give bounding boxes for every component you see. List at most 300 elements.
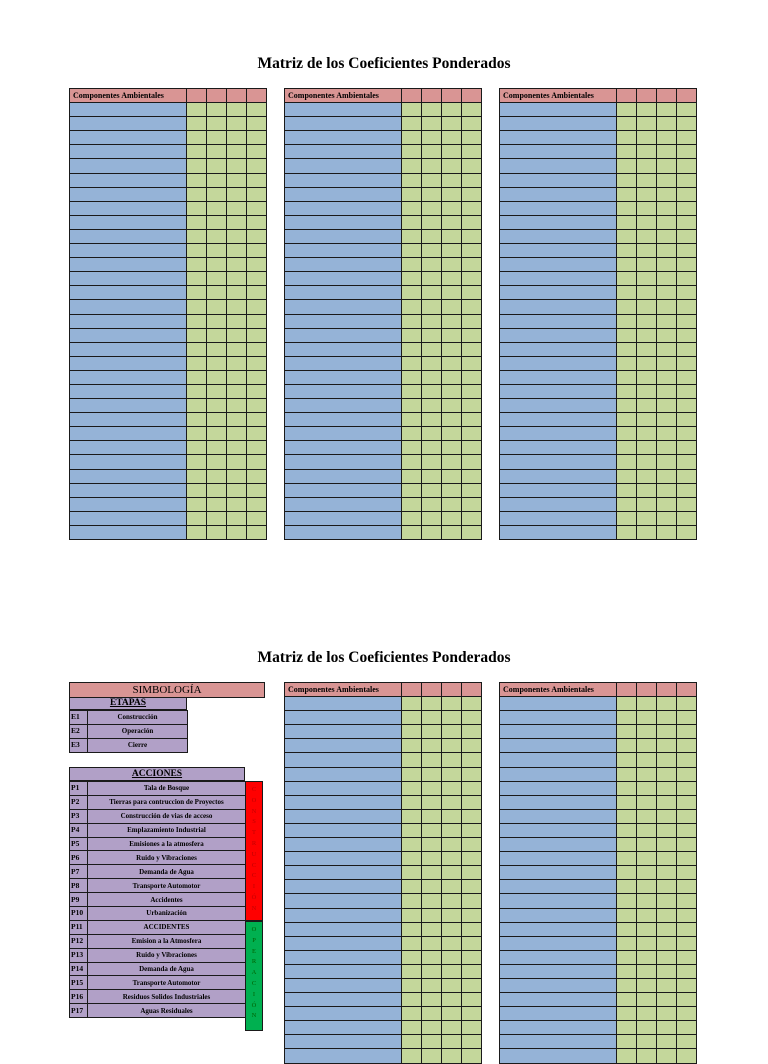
acciones-code: P14 (70, 962, 88, 976)
coefficient-cell (227, 286, 247, 300)
coefficient-cell (637, 781, 657, 795)
coefficient-cell (442, 922, 462, 936)
coefficient-cell (637, 993, 657, 1007)
acciones-code: P4 (70, 823, 88, 837)
coefficient-cell (247, 511, 267, 525)
coefficient-cell (677, 356, 697, 370)
coefficient-cell (402, 384, 422, 398)
matrix-header-row (500, 683, 697, 697)
acciones-code: P16 (70, 990, 88, 1004)
coefficient-cell (402, 711, 422, 725)
component-cell (285, 852, 402, 866)
coefficient-cell (462, 455, 482, 469)
coefficient-cell (402, 852, 422, 866)
coefficient-cell (462, 356, 482, 370)
coefficient-cell (637, 145, 657, 159)
coefficient-cell (247, 159, 267, 173)
component-cell (500, 483, 617, 497)
matrix-row (500, 229, 697, 243)
coefficient-cell (617, 1049, 637, 1063)
coefficient-cell (422, 131, 442, 145)
coefficient-cell (422, 767, 442, 781)
matrix-row (70, 497, 267, 511)
coefficient-cell (617, 795, 637, 809)
coefficient-cell (657, 244, 677, 258)
coefficient-cell (442, 342, 462, 356)
coefficient-cell (462, 725, 482, 739)
matrix-row (285, 511, 482, 525)
matrix-row (285, 866, 482, 880)
coefficient-cell (462, 483, 482, 497)
coefficient-cell (187, 483, 207, 497)
matrix-row (70, 511, 267, 525)
coefficient-cell (617, 356, 637, 370)
coefficient-cell (402, 483, 422, 497)
coefficient-cell (657, 993, 677, 1007)
component-cell (70, 469, 187, 483)
component-cell (285, 525, 402, 539)
componentes-ambientales-header: Componentes Ambientales (285, 89, 402, 103)
coefficient-cell (402, 356, 422, 370)
component-cell (285, 1049, 402, 1063)
coefficient-cell (422, 922, 442, 936)
coefficient-cell (207, 258, 227, 272)
coefficient-cell (617, 838, 637, 852)
coefficient-cell (442, 258, 462, 272)
coefficient-cell (657, 103, 677, 117)
coefficient-cell (677, 441, 697, 455)
matrix-row (500, 215, 697, 229)
coefficient-cell (422, 215, 442, 229)
component-cell (500, 314, 617, 328)
etapas-code: E2 (70, 724, 88, 738)
coefficient-cell (637, 697, 657, 711)
coefficient-cell (402, 427, 422, 441)
matrix-row (70, 103, 267, 117)
coefficient-cell (442, 201, 462, 215)
matrix-row (285, 384, 482, 398)
component-cell (70, 525, 187, 539)
matrix-header-row (285, 89, 482, 103)
coefficient-cell (247, 314, 267, 328)
coefficient-cell (677, 725, 697, 739)
coefficient-cell (442, 711, 462, 725)
matrix-row (500, 356, 697, 370)
matrix-row (285, 286, 482, 300)
coefficient-cell (637, 384, 657, 398)
coefficient-cell (677, 469, 697, 483)
coefficient-cell (677, 950, 697, 964)
coefficient-cell (617, 300, 637, 314)
coefficient-cell (462, 131, 482, 145)
coefficient-cell (247, 483, 267, 497)
acciones-row (70, 907, 246, 921)
matrix-row (285, 244, 482, 258)
coefficient-cell (402, 286, 422, 300)
matrix-row (285, 894, 482, 908)
coefficient-cell (677, 455, 697, 469)
component-cell (285, 370, 402, 384)
stage-operacion-column (245, 921, 263, 1031)
component-cell (285, 314, 402, 328)
coefficient-cell (637, 370, 657, 384)
component-cell (500, 993, 617, 1007)
component-cell (285, 131, 402, 145)
coefficient-cell (657, 469, 677, 483)
coefficient-cell (227, 173, 247, 187)
coefficient-cell (247, 469, 267, 483)
coefficient-cell (187, 244, 207, 258)
acciones-code: P6 (70, 851, 88, 865)
coefficient-cell (637, 483, 657, 497)
matrix-row (285, 159, 482, 173)
coefficient-cell (442, 964, 462, 978)
coefficient-cell (617, 258, 637, 272)
acciones-row (70, 837, 246, 851)
coefficient-cell (657, 215, 677, 229)
matrix-row (70, 117, 267, 131)
etapas-label: Construcción (88, 711, 188, 725)
coefficient-cell (422, 300, 442, 314)
component-cell (70, 370, 187, 384)
component-cell (500, 894, 617, 908)
coefficient-cell (442, 413, 462, 427)
coefficient-cell (657, 908, 677, 922)
coefficient-cell (207, 511, 227, 525)
matrix-row (285, 838, 482, 852)
header-value-cell (402, 89, 422, 103)
coefficient-cell (187, 187, 207, 201)
coefficient-cell (402, 215, 422, 229)
matrix-row (500, 455, 697, 469)
matrix-row (500, 328, 697, 342)
component-cell (70, 187, 187, 201)
stage-letter: I (252, 990, 256, 998)
coefficient-cell (207, 525, 227, 539)
acciones-code: P2 (70, 795, 88, 809)
acciones-label: Tala de Bosque (88, 782, 246, 796)
matrix-row (70, 427, 267, 441)
acciones-title: ACCIONES (131, 769, 183, 779)
coefficient-cell (677, 922, 697, 936)
coefficient-cell (462, 427, 482, 441)
coefficient-cell (422, 469, 442, 483)
matrix-row (500, 866, 697, 880)
matrix-row (70, 201, 267, 215)
coefficient-cell (187, 201, 207, 215)
coefficient-cell (402, 441, 422, 455)
coefficient-cell (617, 894, 637, 908)
coefficient-cell (462, 201, 482, 215)
matrix-row (70, 131, 267, 145)
component-cell (500, 286, 617, 300)
coefficient-cell (422, 852, 442, 866)
coefficient-cell (247, 201, 267, 215)
coefficient-cell (402, 314, 422, 328)
coefficient-cell (422, 950, 442, 964)
coefficient-cell (422, 159, 442, 173)
coefficient-cell (227, 370, 247, 384)
component-cell (500, 201, 617, 215)
matrix-row (70, 300, 267, 314)
coefficient-cell (442, 427, 462, 441)
coefficient-cell (207, 328, 227, 342)
component-cell (285, 823, 402, 837)
coefficient-cell (402, 413, 422, 427)
coefficient-cell (422, 525, 442, 539)
matrix-row (500, 739, 697, 753)
coefficient-cell (657, 413, 677, 427)
coefficient-cell (442, 894, 462, 908)
component-cell (285, 258, 402, 272)
matrix-row (500, 342, 697, 356)
coefficient-cell (227, 483, 247, 497)
component-cell (70, 117, 187, 131)
component-cell (285, 795, 402, 809)
coefficient-cell (617, 384, 637, 398)
coefficient-cell (402, 908, 422, 922)
coefficient-cell (657, 894, 677, 908)
component-cell (70, 145, 187, 159)
coefficient-cell (227, 300, 247, 314)
acciones-row (70, 782, 246, 796)
header-value-cell (617, 683, 637, 697)
coefficient-cell (462, 258, 482, 272)
matrix-row (500, 511, 697, 525)
coefficient-cell (442, 483, 462, 497)
component-cell (500, 145, 617, 159)
component-cell (285, 922, 402, 936)
coefficient-cell (637, 469, 657, 483)
coefficient-cell (462, 838, 482, 852)
matrix-row (70, 229, 267, 243)
stage-letter: N (251, 807, 257, 815)
component-cell (285, 993, 402, 1007)
acciones-row (70, 920, 246, 934)
coefficient-cell (422, 483, 442, 497)
coefficient-cell (657, 838, 677, 852)
component-cell (500, 753, 617, 767)
stage-letter: O (251, 926, 257, 933)
component-cell (500, 455, 617, 469)
coefficient-cell (402, 767, 422, 781)
coefficient-cell (657, 1049, 677, 1063)
coefficient-cell (617, 244, 637, 258)
matrix-row (285, 1049, 482, 1063)
coefficient-cell (442, 753, 462, 767)
matrix-row (500, 427, 697, 441)
component-cell (500, 441, 617, 455)
coefficient-cell (462, 936, 482, 950)
coefficient-cell (187, 469, 207, 483)
matrix-row (285, 1035, 482, 1049)
coefficient-cell (677, 427, 697, 441)
coefficient-cell (462, 1035, 482, 1049)
matrix-row (285, 1021, 482, 1035)
coefficient-cell (677, 272, 697, 286)
component-cell (285, 894, 402, 908)
coefficient-cell (462, 1049, 482, 1063)
acciones-table (69, 781, 246, 1018)
stage-letter: P (252, 936, 256, 944)
matrix-row (500, 173, 697, 187)
coefficient-cell (617, 427, 637, 441)
coefficient-cell (637, 978, 657, 992)
coefficient-cell (227, 244, 247, 258)
coefficient-cell (617, 201, 637, 215)
coefficient-cell (462, 781, 482, 795)
coefficient-cell (247, 286, 267, 300)
component-cell (70, 342, 187, 356)
matrix-row (285, 795, 482, 809)
componentes-ambientales-header: Componentes Ambientales (70, 89, 187, 103)
coefficient-cell (677, 739, 697, 753)
matrix-row (70, 399, 267, 413)
coefficient-cell (677, 159, 697, 173)
stage-letter: U (251, 850, 257, 858)
component-cell (500, 117, 617, 131)
coefficient-cell (247, 441, 267, 455)
coefficient-cell (462, 866, 482, 880)
coefficient-cell (637, 809, 657, 823)
coefficient-cell (402, 159, 422, 173)
coefficient-cell (657, 455, 677, 469)
matrix-row (500, 187, 697, 201)
header-value-cell (677, 89, 697, 103)
coefficient-cell (657, 117, 677, 131)
matrix-row (285, 229, 482, 243)
component-cell (500, 781, 617, 795)
stage-letter: R (251, 839, 257, 847)
component-cell (285, 117, 402, 131)
matrix-row (500, 922, 697, 936)
matrix-row (500, 117, 697, 131)
coefficient-cell (462, 809, 482, 823)
coefficient-cell (422, 866, 442, 880)
coefficient-cell (187, 370, 207, 384)
coefficient-cell (637, 215, 657, 229)
coefficient-cell (442, 950, 462, 964)
coefficient-cell (637, 823, 657, 837)
acciones-label: Urbanización (88, 907, 246, 921)
stage-letter: N (251, 904, 257, 912)
coefficient-cell (187, 497, 207, 511)
coefficient-cell (637, 159, 657, 173)
coefficient-cell (617, 711, 637, 725)
coefficient-cell (402, 739, 422, 753)
stage-letter: N (251, 1012, 257, 1020)
acciones-code: P13 (70, 948, 88, 962)
coefficient-cell (462, 103, 482, 117)
acciones-label: Demanda de Agua (88, 865, 246, 879)
matrix-row (70, 145, 267, 159)
simbologia-panel (69, 682, 266, 1024)
component-cell (285, 483, 402, 497)
coefficient-cell (402, 399, 422, 413)
acciones-label: Transporte Automotor (88, 976, 246, 990)
coefficient-cell (442, 469, 462, 483)
coefficient-cell (677, 103, 697, 117)
matrix-row (500, 1049, 697, 1063)
acciones-row (70, 823, 246, 837)
coefficient-cell (657, 145, 677, 159)
coefficient-cell (462, 1007, 482, 1021)
coefficient-cell (657, 427, 677, 441)
coefficient-cell (657, 739, 677, 753)
coefficient-cell (637, 229, 657, 243)
coefficient-cell (462, 908, 482, 922)
coefficient-cell (187, 413, 207, 427)
component-cell (500, 427, 617, 441)
coefficient-cell (247, 215, 267, 229)
coefficient-cell (422, 103, 442, 117)
coefficient-cell (247, 399, 267, 413)
component-cell (285, 739, 402, 753)
coefficient-cell (617, 483, 637, 497)
componentes-ambientales-header: Componentes Ambientales (285, 683, 402, 697)
component-cell (500, 469, 617, 483)
header-value-cell (637, 683, 657, 697)
coefficient-cell (187, 511, 207, 525)
coefficient-cell (227, 455, 247, 469)
coefficient-cell (207, 215, 227, 229)
matrix-row (285, 880, 482, 894)
matrix-row (285, 117, 482, 131)
coefficient-cell (617, 823, 637, 837)
coefficient-cell (422, 739, 442, 753)
coefficient-cell (637, 1007, 657, 1021)
matrix-row (500, 159, 697, 173)
coefficient-cell (617, 455, 637, 469)
coefficient-cell (422, 880, 442, 894)
coefficient-cell (227, 469, 247, 483)
matrix-row (285, 852, 482, 866)
coefficient-cell (617, 767, 637, 781)
header-value-cell (207, 89, 227, 103)
coefficient-cell (617, 370, 637, 384)
coefficient-cell (462, 215, 482, 229)
component-cell (70, 413, 187, 427)
matrix-row (70, 469, 267, 483)
matrix-row (285, 201, 482, 215)
coefficient-cell (637, 413, 657, 427)
coefficient-cell (617, 964, 637, 978)
matrix-row (500, 753, 697, 767)
coefficient-cell (442, 103, 462, 117)
component-cell (500, 1035, 617, 1049)
component-cell (500, 795, 617, 809)
coefficient-cell (657, 711, 677, 725)
matrix-row (500, 103, 697, 117)
coefficient-cell (677, 866, 697, 880)
coefficient-cell (402, 525, 422, 539)
coefficient-cell (677, 711, 697, 725)
component-cell (70, 201, 187, 215)
coefficient-cell (247, 272, 267, 286)
coefficient-cell (677, 852, 697, 866)
component-cell (285, 455, 402, 469)
matrix-row (500, 950, 697, 964)
header-value-cell (637, 89, 657, 103)
component-cell (500, 880, 617, 894)
acciones-row (70, 990, 246, 1004)
matrix-row (285, 455, 482, 469)
coefficient-cell (402, 258, 422, 272)
coefficient-cell (422, 823, 442, 837)
coefficient-cell (617, 103, 637, 117)
coefficient-cell (657, 525, 677, 539)
acciones-row (70, 1004, 246, 1018)
